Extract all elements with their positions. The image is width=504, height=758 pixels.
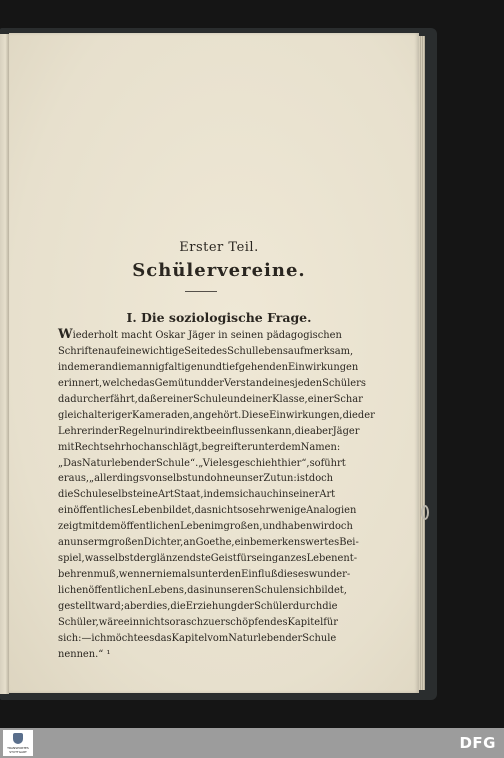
- library-emblem-icon: [13, 733, 23, 744]
- text-line: [58, 392, 363, 408]
- body-text: [58, 327, 375, 663]
- word: Regel: [118, 425, 148, 437]
- word: Verstand: [223, 377, 269, 389]
- word: so: [237, 505, 249, 517]
- word: in: [278, 489, 289, 501]
- word: nicht: [211, 505, 238, 517]
- word: unter: [195, 569, 223, 581]
- text-line-last: nennen.“ ¹: [58, 648, 111, 660]
- word: der: [285, 632, 303, 644]
- word: was: [84, 553, 105, 565]
- word: durch: [292, 600, 323, 612]
- word: beeinflussen: [204, 425, 267, 437]
- text-line: [58, 376, 366, 392]
- word: Schüler: [254, 600, 293, 612]
- text-line: [58, 327, 342, 344]
- word: in: [204, 585, 214, 596]
- text-line: [58, 631, 337, 647]
- word: für: [323, 616, 338, 628]
- word: so: [164, 616, 176, 628]
- word: und: [227, 393, 247, 405]
- word: führt: [320, 457, 346, 469]
- word: Schriften: [58, 345, 105, 357]
- word: im: [211, 521, 224, 533]
- title-rule: [185, 291, 217, 292]
- word: Art: [319, 489, 336, 501]
- word: großen: [107, 537, 144, 549]
- word: sehr: [248, 505, 271, 517]
- word: Geist: [210, 553, 237, 565]
- word: unser: [235, 473, 264, 485]
- word: ohne: [210, 473, 236, 485]
- word: nur: [147, 425, 165, 437]
- word: kann,: [266, 425, 295, 437]
- word: wäre: [98, 616, 124, 628]
- word: sich: [234, 489, 255, 501]
- word: öffentlichen: [88, 585, 148, 596]
- text-line: [58, 503, 357, 519]
- word: aus,: [68, 473, 90, 485]
- word: Schule: [73, 489, 108, 501]
- word: an: [183, 537, 196, 549]
- word: öffentliches: [73, 505, 132, 517]
- word: ward;: [95, 600, 125, 612]
- text-line: [58, 535, 359, 551]
- text-line: [58, 583, 347, 599]
- word: ganzes: [271, 553, 307, 565]
- word: Einwirkungen,: [269, 409, 343, 421]
- word: selbst: [162, 473, 192, 485]
- word: auf: [104, 345, 121, 357]
- word: Naturleben: [228, 632, 286, 644]
- word: doch: [308, 473, 334, 485]
- word: und: [188, 377, 208, 389]
- word: Lebens,: [147, 585, 188, 596]
- word: so: [309, 457, 321, 469]
- text-line: [58, 424, 360, 440]
- first-line: [58, 328, 342, 344]
- word: seiner: [288, 489, 320, 501]
- word: selbst: [104, 553, 134, 565]
- word: welche: [102, 377, 138, 389]
- word: der: [133, 553, 151, 565]
- word: wir: [312, 521, 329, 533]
- word: indirekt: [164, 425, 205, 437]
- word: er: [156, 393, 168, 405]
- word: bemerkenswertes: [249, 537, 340, 549]
- word: Kameraden,: [132, 409, 193, 421]
- word: spiel,: [58, 553, 85, 565]
- word: er: [58, 473, 69, 485]
- word: Klasse,: [272, 393, 308, 405]
- word: geschieht: [232, 457, 282, 469]
- word: Goethe,: [195, 537, 235, 549]
- word: auch: [254, 489, 279, 501]
- page-stack-edge: [419, 36, 425, 690]
- word: Art: [158, 489, 174, 501]
- word: der: [139, 457, 156, 469]
- word: ich: [91, 632, 107, 644]
- word: dadurch: [58, 393, 100, 405]
- word: eine: [120, 345, 142, 357]
- word: aber: [124, 600, 147, 612]
- word: und: [203, 361, 223, 373]
- chapter-title: Schülervereine.: [132, 260, 306, 281]
- word: ein: [58, 505, 74, 517]
- word: zeigt: [58, 521, 83, 533]
- word: rasch: [175, 616, 204, 628]
- word: lichen: [58, 585, 89, 596]
- text-line: [58, 567, 351, 583]
- word: aufmerksam,: [287, 345, 354, 357]
- text-line: [58, 471, 333, 487]
- left-page-edge: [0, 34, 9, 694]
- word: Leben: [180, 521, 212, 533]
- word: in: [203, 489, 213, 501]
- text-line: [58, 599, 338, 615]
- word: „allerdings: [89, 473, 145, 485]
- word: daß: [137, 393, 157, 405]
- word: Recht: [74, 441, 104, 453]
- dropcap: W: [58, 327, 73, 342]
- word: „Das: [58, 457, 82, 469]
- text-line: [58, 487, 336, 503]
- word: Staat,: [173, 489, 204, 501]
- word: Schule“.: [156, 457, 199, 469]
- library-label-2: STUTTGART: [9, 749, 27, 754]
- word: Zutun:: [263, 473, 297, 485]
- word: das: [154, 632, 172, 644]
- word: ein: [234, 537, 250, 549]
- word: wenige: [270, 505, 307, 517]
- word: haben: [281, 521, 313, 533]
- first-line-text: iederholt macht Oskar Jäger in seinen pädagogischen: [72, 330, 342, 341]
- word: mit: [58, 441, 75, 453]
- word: erschöpfendes: [214, 616, 288, 628]
- word: von: [144, 473, 163, 485]
- word: sehr: [103, 441, 126, 453]
- word: für: [236, 553, 252, 565]
- word: gleichalteriger: [58, 409, 132, 421]
- word: Leben: [306, 553, 338, 565]
- book-page: [9, 33, 419, 693]
- word: die: [342, 409, 358, 421]
- word: eine: [136, 489, 159, 501]
- word: Seite: [184, 345, 210, 357]
- word: in: [92, 425, 102, 437]
- word: Schulen: [254, 585, 295, 596]
- word: einer: [307, 393, 334, 405]
- word: jeden: [294, 377, 323, 389]
- word: —: [81, 632, 92, 644]
- word: sich:: [58, 632, 82, 644]
- word: behren: [58, 569, 94, 581]
- word: aber: [309, 425, 333, 437]
- word: einer: [246, 393, 273, 405]
- word: er: [145, 569, 157, 581]
- word: Namen:: [300, 441, 341, 453]
- word: der: [207, 377, 224, 389]
- word: die: [58, 489, 74, 501]
- word: Gemüt: [154, 377, 189, 389]
- word: er: [89, 361, 100, 373]
- word: ein: [123, 616, 140, 628]
- word: Einfluß: [241, 569, 278, 581]
- word: Schüler,: [58, 616, 99, 628]
- word: bildet,: [162, 505, 195, 517]
- word: selbst: [107, 489, 137, 501]
- word: bildet,: [315, 585, 347, 596]
- word: nicht: [139, 616, 165, 628]
- word: Kapitel: [287, 616, 324, 628]
- word: Schule: [193, 393, 228, 405]
- word: das: [187, 585, 205, 596]
- word: hier“,: [281, 457, 310, 469]
- word: Leben: [131, 505, 163, 517]
- word: dieses: [277, 569, 309, 581]
- library-label-1: TRANSPORTES: [7, 745, 29, 750]
- word: wunder-: [308, 569, 351, 581]
- word: möchte: [106, 632, 144, 644]
- text-line: [58, 440, 341, 456]
- word: ent-: [337, 553, 358, 565]
- word: die: [294, 425, 310, 437]
- text-line: [58, 456, 346, 472]
- word: und: [191, 473, 211, 485]
- word: Jäger: [332, 425, 360, 437]
- word: das: [194, 505, 212, 517]
- text-line: [58, 615, 338, 631]
- word: glänzendste: [150, 553, 211, 565]
- word: einer: [167, 393, 194, 405]
- word: der: [101, 425, 119, 437]
- word: an: [99, 361, 112, 373]
- word: das: [137, 377, 155, 389]
- word: Bei-: [339, 537, 359, 549]
- text-line: [58, 551, 358, 567]
- word: des: [209, 345, 228, 357]
- word: unserm: [70, 537, 108, 549]
- word: unter: [251, 441, 280, 453]
- word: mit: [82, 521, 99, 533]
- word: den: [222, 569, 242, 581]
- library-logo[interactable]: [3, 730, 33, 756]
- word: dem: [213, 489, 235, 501]
- word: er: [241, 441, 252, 453]
- text-line: [58, 519, 353, 535]
- word: „Vieles: [198, 457, 233, 469]
- word: eines: [268, 377, 295, 389]
- word: die: [322, 600, 338, 612]
- word: Diese: [241, 409, 270, 421]
- word: wenn: [118, 569, 146, 581]
- word: die: [111, 361, 128, 373]
- word: dem: [279, 441, 301, 453]
- word: wichtige: [141, 345, 185, 357]
- word: Kapitel: [171, 632, 208, 644]
- word: angehört.: [192, 409, 242, 421]
- word: Schullebens: [227, 345, 288, 357]
- word: anschlägt,: [149, 441, 202, 453]
- word: vom: [207, 632, 229, 644]
- word: an: [58, 537, 71, 549]
- word: erfährt,: [99, 393, 138, 405]
- word: Einwirkungen: [287, 361, 359, 373]
- word: Dichter,: [143, 537, 184, 549]
- word: gestellt: [58, 600, 96, 612]
- word: dies,: [146, 600, 171, 612]
- word: der: [237, 600, 255, 612]
- word: großen,: [223, 521, 263, 533]
- part-title: Erster Teil.: [179, 240, 259, 255]
- word: niemals: [156, 569, 196, 581]
- word: Lehrer: [58, 425, 93, 437]
- text-line: [58, 408, 375, 424]
- word: sein: [251, 553, 272, 565]
- word: und: [262, 521, 282, 533]
- word: Erziehung: [185, 600, 238, 612]
- footer-bar: [0, 728, 504, 758]
- word: zu: [203, 616, 215, 628]
- word: erinnert,: [58, 377, 103, 389]
- word: mannigfaltigen: [127, 361, 204, 373]
- word: Analogien: [306, 505, 357, 517]
- word: ist: [296, 473, 309, 485]
- word: unseren: [213, 585, 255, 596]
- word: sich: [294, 585, 315, 596]
- text-line: [58, 344, 354, 360]
- word: der: [357, 409, 375, 421]
- dfg-logo[interactable]: DFG: [459, 734, 496, 752]
- word: hoch: [125, 441, 150, 453]
- word: Naturleben: [82, 457, 140, 469]
- word: die: [170, 600, 186, 612]
- word: tiefgehenden: [222, 361, 288, 373]
- word: muß,: [93, 569, 119, 581]
- word: Schülers: [322, 377, 366, 389]
- word: begreift: [201, 441, 242, 453]
- word: dem: [99, 521, 121, 533]
- text-line: [58, 360, 359, 376]
- word: Schar: [333, 393, 363, 405]
- section-title: I. Die soziologische Frage.: [126, 310, 312, 325]
- clip-ring: [421, 505, 429, 520]
- word: doch: [328, 521, 353, 533]
- word: Schule: [302, 632, 337, 644]
- word: öffentlichen: [120, 521, 181, 533]
- word: es: [143, 632, 155, 644]
- word: indem: [58, 361, 90, 373]
